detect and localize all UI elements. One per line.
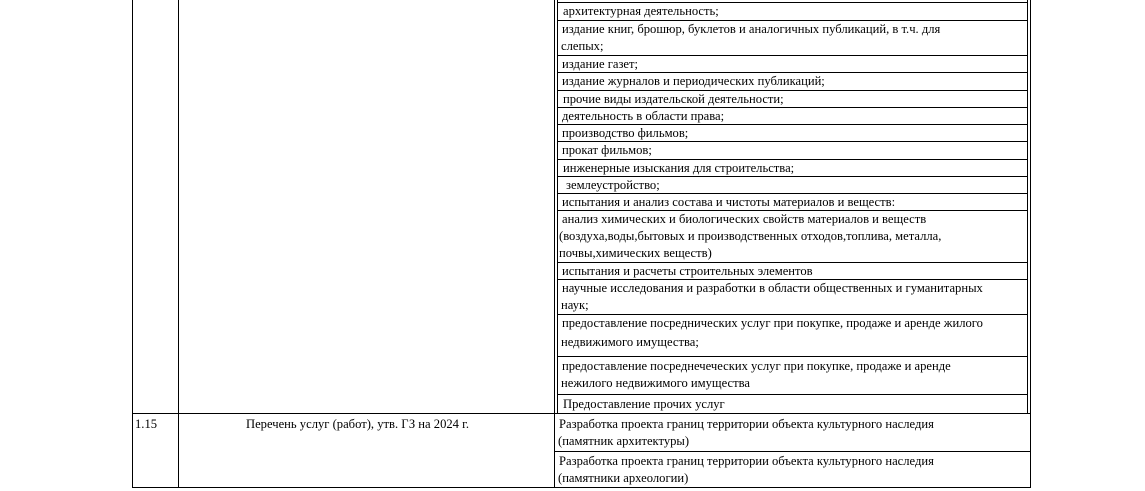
activity-line: наук; xyxy=(561,298,589,312)
row-divider-115-top xyxy=(132,413,1031,414)
service-line: Разработка проекта границ территории объекта культурного наследия xyxy=(559,417,934,431)
activity-line: прокат фильмов; xyxy=(562,143,652,157)
row-divider xyxy=(557,356,1028,357)
activity-line: деятельность в области права; xyxy=(562,109,725,123)
activity-line: почвы,химических веществ) xyxy=(559,246,712,260)
activity-line: предоставление посреднечеческих услуг при покупке, продаже и аренде xyxy=(562,359,951,373)
table-column-divider-1 xyxy=(178,0,179,488)
activity-line: архитектурная деятельность; xyxy=(563,4,719,18)
row-divider-services xyxy=(554,451,1031,452)
service-line: (памятники археологии) xyxy=(558,471,689,485)
activity-line: Предоставление прочих услуг xyxy=(563,397,725,411)
activity-line: землеустройство; xyxy=(566,178,660,192)
row-divider xyxy=(557,394,1028,395)
activity-line: недвижимого имущества; xyxy=(561,335,699,349)
activity-line: (воздуха,воды,бытовых и производственных отходов,топлива, металла, xyxy=(559,229,942,243)
activity-line: научные исследования и разработки в области общественных и гуманитарных xyxy=(562,281,983,295)
table-right-border xyxy=(1030,0,1031,488)
row-number: 1.15 xyxy=(135,417,158,431)
subcell-left-border xyxy=(557,0,558,413)
service-line: (памятник архитектуры) xyxy=(558,434,690,448)
table-column-divider-2 xyxy=(554,0,555,488)
table-left-border xyxy=(132,0,133,488)
activity-line: испытания и расчеты строительных элементов xyxy=(562,264,813,278)
activity-line: анализ химических и биологических свойств материалов и веществ xyxy=(562,212,927,226)
activity-line: инженерные изыскания для строительства; xyxy=(563,161,795,175)
activity-line: прочие виды издательской деятельности; xyxy=(563,92,784,106)
activity-line: производство фильмов; xyxy=(562,126,689,140)
row-description: Перечень услуг (работ), утв. ГЗ на 2024 г. xyxy=(246,417,470,431)
activity-line: издание книг, брошюр, буклетов и аналогичных публикаций, в т.ч. для xyxy=(562,22,941,36)
activity-line: предоставление посреднических услуг при покупке, продаже и аренде жилого xyxy=(562,316,983,330)
activity-line: издание журналов и периодических публикаций; xyxy=(562,74,825,88)
service-line: Разработка проекта границ территории объекта культурного наследия xyxy=(559,454,934,468)
activity-line: испытания и анализ состава и чистоты материалов и веществ: xyxy=(562,195,896,209)
table-bottom-border xyxy=(132,487,1031,488)
subcell-right-border xyxy=(1027,0,1028,413)
activity-line: нежилого недвижимого имущества xyxy=(561,376,750,390)
activity-line: издание газет; xyxy=(562,57,639,71)
activity-line: слепых; xyxy=(561,39,604,53)
